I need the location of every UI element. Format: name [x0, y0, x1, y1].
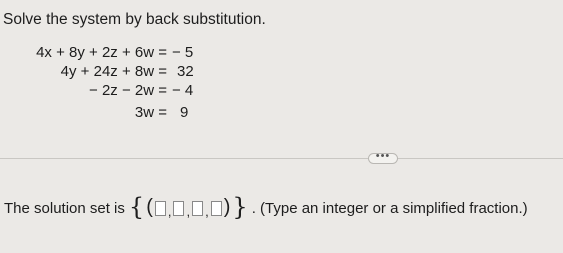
equation-3-rhs: − 4	[172, 82, 194, 99]
answer-box-w[interactable]	[211, 201, 222, 216]
equation-2-lhs: 4y + 24z + 8w =	[60, 63, 167, 80]
comma-separator: ,	[186, 203, 191, 219]
equation-2-rhs: 32	[177, 63, 194, 80]
answer-box-z[interactable]	[192, 201, 203, 216]
open-paren: (	[146, 196, 153, 218]
comma-separator: ,	[167, 203, 172, 219]
equation-1-lhs: 4x + 8y + 2z + 6w =	[36, 44, 167, 61]
close-paren: )	[223, 196, 231, 218]
answer-hint: . (Type an integer or a simplified fraction.)	[251, 199, 528, 217]
equation-4-rhs: 9	[180, 104, 189, 121]
equation-1-rhs: − 5	[172, 44, 194, 61]
answer-box-x[interactable]	[155, 201, 166, 216]
open-brace: {	[128, 193, 145, 221]
answer-box-y[interactable]	[173, 201, 184, 216]
more-options-button[interactable]: •••	[368, 153, 398, 164]
section-divider	[0, 158, 563, 159]
answer-line	[4, 195, 528, 221]
equation-4-lhs: 3w =	[134, 104, 167, 121]
question-prompt: Solve the system by back substitution.	[3, 11, 266, 28]
equation-3-lhs: − 2z − 2w =	[89, 82, 167, 99]
close-brace: }	[232, 193, 248, 221]
answer-prefix: The solution set is	[4, 199, 125, 217]
comma-separator: ,	[205, 203, 209, 219]
